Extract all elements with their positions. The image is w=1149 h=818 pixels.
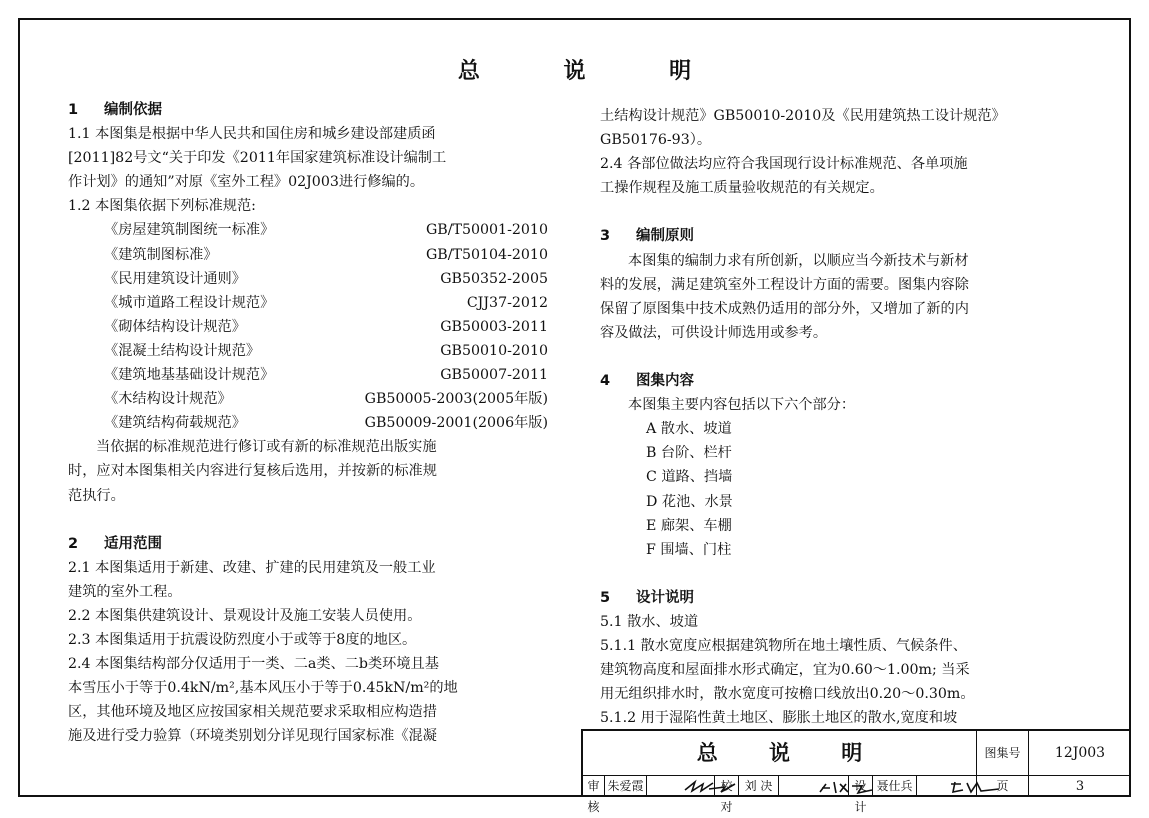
- text-line: 建筑物高度和屋面排水形式确定，宜为0.60～1.00m; 当采: [600, 662, 970, 679]
- section-title: 图集内容: [636, 373, 694, 390]
- section-title: 编制原则: [636, 228, 694, 245]
- atlas-number: 12J003: [1054, 745, 1106, 761]
- text-line: 本图集主要内容包括以下六个部分：: [628, 397, 856, 414]
- designer-name: 聂仕兵: [873, 776, 917, 797]
- standard-row: [68, 291, 548, 315]
- page-title: 总 说 明: [457, 59, 730, 84]
- title-block: [581, 729, 1131, 814]
- text-line: 范执行。: [68, 487, 125, 504]
- section-1-heading: [68, 98, 548, 122]
- text-line: 料的发展，满足建筑室外工程设计方面的需要。图集内容除: [600, 276, 969, 293]
- standard-name: 《建筑制图标准》: [104, 246, 218, 263]
- standard-row: [68, 315, 548, 339]
- text-line: 作计划》的通知”对原《室外工程》02J003进行修编的。: [68, 174, 425, 191]
- title-block-top-row: [583, 731, 1131, 776]
- section-number: 5: [600, 589, 611, 606]
- standard-code: GB/T50001-2010: [425, 222, 548, 239]
- standard-row: [68, 387, 548, 411]
- text-line: [2011]82号文“关于印发《2011年国家建筑标准设计编制工: [68, 150, 447, 167]
- text-line: 施及进行受力验算（环境类别划分详见现行国家标准《混凝: [68, 728, 437, 745]
- text-line: 2.3 本图集适用于抗震设防烈度小于或等于8度的地区。: [68, 632, 417, 649]
- standard-name: 《城市道路工程设计规范》: [104, 294, 275, 311]
- standard-row: [68, 411, 548, 435]
- title-block-title: 总 说 明: [583, 731, 977, 775]
- section-2-heading: [68, 532, 548, 556]
- reviewer-signature: [647, 776, 715, 797]
- standard-code: GB50009-2001(2006年版): [364, 415, 548, 432]
- page-label: 页: [977, 776, 1029, 797]
- standard-name: 《建筑结构荷载规范》: [104, 415, 246, 432]
- text-line: 工操作规程及施工质量验收规范的有关规定。: [600, 180, 884, 197]
- section-5-heading: [600, 586, 1080, 610]
- standard-code: GB50007-2011: [440, 367, 548, 384]
- text-line: 5.1 散水、坡道: [600, 613, 699, 630]
- standard-code: CJJ37-2012: [466, 294, 548, 311]
- review-label: 审核: [583, 776, 605, 797]
- standard-name: 《民用建筑设计通则》: [104, 270, 246, 287]
- left-column: [68, 98, 548, 749]
- standard-code: GB50352-2005: [440, 270, 548, 287]
- section-number: 3: [600, 228, 611, 245]
- text-line: 2.2 本图集供建筑设计、景观设计及施工安装人员使用。: [68, 607, 422, 624]
- check-label: 校对: [715, 776, 739, 797]
- text-line: 5.1.1 散水宽度应根据建筑物所在地土壤性质、气候条件、: [600, 638, 967, 655]
- checker-signature: [779, 776, 849, 797]
- section-title: 适用范围: [104, 535, 162, 552]
- standard-name: 《木结构设计规范》: [104, 391, 232, 408]
- standard-name: 《砌体结构设计规范》: [104, 318, 246, 335]
- text-line: 土结构设计规范》GB50010-2010及《民用建筑热工设计规范》: [600, 108, 1006, 124]
- section-title: 编制依据: [104, 102, 162, 118]
- part-item: A 散水、坡道: [646, 421, 732, 438]
- standard-code: GB/T50104-2010: [425, 246, 548, 263]
- part-item: F 围墙、门柱: [646, 541, 732, 558]
- text-line: 本图集的编制力求有所创新，以顺应当今新技术与新材: [628, 252, 969, 269]
- part-item: D 花池、水景: [646, 493, 733, 510]
- standard-name: 《房屋建筑制图统一标准》: [104, 222, 275, 239]
- standard-code: GB50003-2011: [440, 318, 548, 335]
- page-number: 3: [1075, 779, 1085, 794]
- designer-signature: [917, 776, 977, 797]
- text-line: 建筑的室外工程。: [68, 583, 182, 600]
- section-number: 4: [600, 373, 611, 390]
- text-line: 保留了原图集中技术成熟仍适用的部分外，又增加了新的内: [600, 300, 969, 317]
- standard-row: [68, 363, 548, 387]
- text-line: 用无组织排水时，散水宽度可按檐口线放出0.20～0.30m。: [600, 686, 975, 703]
- part-item: C 道路、挡墙: [646, 469, 733, 486]
- text-line: 当依据的标准规范进行修订或有新的标准规范出版实施: [96, 439, 437, 456]
- standard-name: 《混凝土结构设计规范》: [104, 342, 261, 359]
- text-line: 2.1 本图集适用于新建、改建、扩建的民用建筑及一般工业: [68, 559, 436, 576]
- text-line: 时，应对本图集相关内容进行复核后选用，并按新的标准规: [68, 463, 437, 480]
- text-line: 1.1 本图集是根据中华人民共和国住房和城乡建设部建质函: [68, 126, 436, 143]
- standard-row: [68, 243, 548, 267]
- text-line: 容及做法，可供设计师选用或参考。: [600, 324, 828, 341]
- part-item: B 台阶、栏杆: [646, 445, 732, 462]
- atlas-number-label: 图集号: [977, 731, 1029, 775]
- standard-name: 《建筑地基基础设计规范》: [104, 367, 275, 384]
- section-4-heading: [600, 369, 1080, 393]
- checker-name: 刘 决: [739, 776, 779, 797]
- text-line: 2.4 各部位做法均应符合我国现行设计标准规范、各单项施: [600, 156, 968, 173]
- section-3-heading: [600, 224, 1080, 248]
- title-block-sign-row: [583, 776, 1131, 814]
- standard-code: GB50010-2010: [440, 342, 548, 359]
- text-line: 2.4 本图集结构部分仅适用于一类、二a类、二b类环境且基: [68, 656, 439, 673]
- text-line: 5.1.2 用于湿陷性黄土地区、膨胀土地区的散水,宽度和坡: [600, 710, 958, 727]
- text-line: 本雪压小于等于0.4kN/m²,基本风压小于等于0.45kN/m²的地: [68, 680, 458, 697]
- section-title: 设计说明: [636, 589, 694, 606]
- part-item: E 廊架、车棚: [646, 517, 732, 534]
- design-label: 设计: [849, 776, 873, 797]
- right-column: [600, 104, 1080, 730]
- section-number: 2: [68, 535, 79, 552]
- text-line: 1.2 本图集依据下列标准规范:: [68, 198, 256, 215]
- reviewer-name: 朱爱霞: [605, 776, 647, 797]
- text-line: GB50176-93）。: [600, 132, 712, 149]
- standard-row: [68, 267, 548, 291]
- standard-code: GB50005-2003(2005年版): [364, 391, 548, 408]
- text-line: 区，其他环境及地区应按国家相关规范要求采取相应构造措: [68, 704, 437, 721]
- standard-row: [68, 218, 548, 242]
- section-number: 1: [68, 102, 79, 118]
- standard-row: [68, 339, 548, 363]
